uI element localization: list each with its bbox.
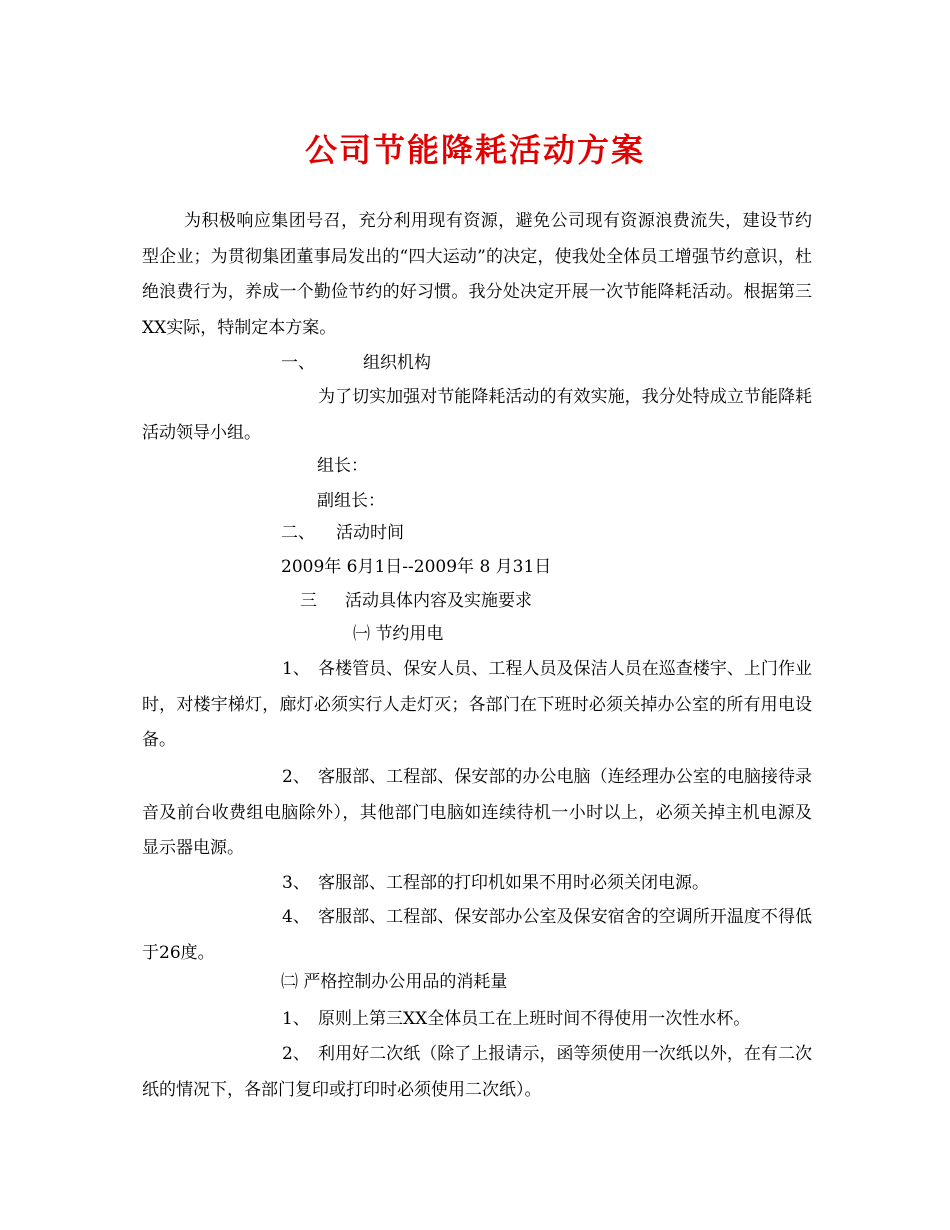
item-text: 客服部、工程部、保安部的办公电脑（连经理办公室的电脑接待录音及前台收费组电脑除外），其他部门电脑如连续待机一小时以上，必须关掉主机电源及显示器电源。 bbox=[142, 767, 812, 858]
activity-period: 2009年 6月1日--2009年 8 月31日 bbox=[281, 557, 552, 577]
list-item bbox=[142, 1002, 812, 1038]
list-item bbox=[142, 1037, 812, 1108]
section3-number: 三 bbox=[300, 591, 317, 611]
section2-title: 活动时间 bbox=[336, 523, 404, 543]
section1-paragraph: 为了切实加强对节能降耗活动的有效实施，我分处特成立节能降耗活动领导小组。 bbox=[142, 387, 812, 443]
item-number: 4、 bbox=[282, 907, 310, 927]
item-number: 1、 bbox=[282, 1009, 310, 1029]
section1-heading bbox=[281, 348, 431, 378]
section3-title: 活动具体内容及实施要求 bbox=[345, 591, 532, 611]
section2-number: 二、 bbox=[281, 523, 315, 543]
section2-heading bbox=[281, 518, 404, 548]
list-item bbox=[142, 652, 812, 759]
item-text: 客服部、工程部、保安部办公室及保安宿舍的空调所开温度不得低于26度。 bbox=[142, 907, 812, 963]
item-number: 3、 bbox=[282, 873, 310, 893]
subsection2-heading: ㈡ 严格控制办公用品的消耗量 bbox=[281, 972, 508, 992]
deputy-leader-line: 副组长： bbox=[317, 491, 385, 511]
item-text: 利用好二次纸（除了上报请示，函等须使用一次纸以外，在有二次纸的情况下，各部门复印或打印时必须使用二次纸）。 bbox=[142, 1044, 812, 1100]
section3-heading bbox=[300, 586, 532, 616]
list-item bbox=[142, 760, 812, 867]
item-number: 1、 bbox=[282, 659, 310, 679]
list-item bbox=[142, 866, 812, 902]
subsection1-heading: ㈠ 节约用电 bbox=[353, 624, 444, 644]
section1-number: 一、 bbox=[281, 353, 315, 373]
item-number: 2、 bbox=[282, 767, 310, 787]
item-number: 2、 bbox=[282, 1044, 310, 1064]
item-text: 原则上第三XX全体员工在上班时间不得使用一次性水杯。 bbox=[318, 1009, 751, 1029]
item-text: 各楼管员、保安人员、工程人员及保洁人员在巡查楼宇、上门作业时，对楼宇梯灯，廊灯必须实行人走灯灭；各部门在下班时必须关掉办公室的所有用电设备。 bbox=[142, 659, 812, 750]
item-text: 客服部、工程部的打印机如果不用时必须关闭电源。 bbox=[318, 873, 709, 893]
intro-paragraph: 为积极响应集团号召，充分利用现有资源，避免公司现有资源浪费流失，建设节约型企业；为贯彻集团董事局发出的“四大运动”的决定，使我处全体员工增强节约意识，杜绝浪费行为，养成一个勤俭节约的好习惯。我分处决定开展一次节能降耗活动。根据第三XX实际，特制定本方案。 bbox=[142, 211, 812, 338]
list-item bbox=[142, 900, 812, 971]
leader-line: 组长： bbox=[317, 456, 368, 476]
section1-title: 组织机构 bbox=[363, 353, 431, 373]
document-title: 公司节能降耗活动方案 bbox=[304, 131, 645, 169]
